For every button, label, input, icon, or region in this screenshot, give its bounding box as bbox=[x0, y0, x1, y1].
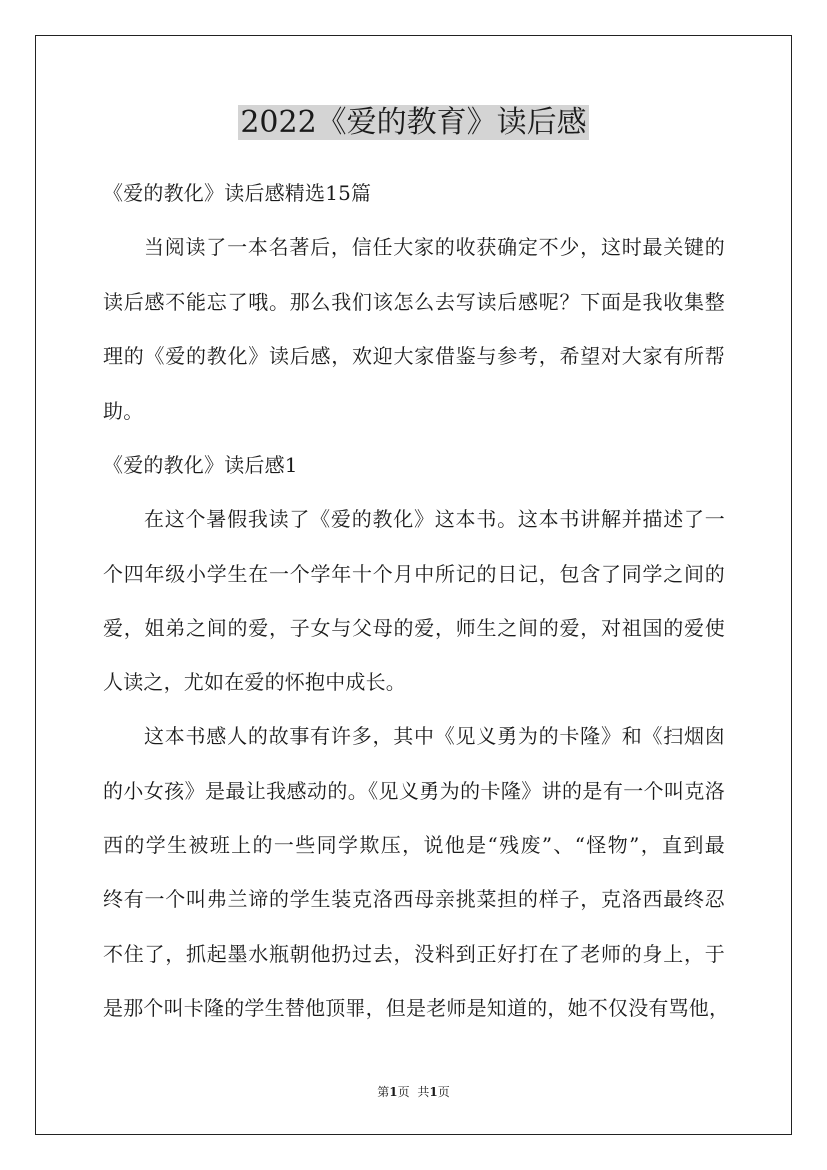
intro-line-3: 理的《爱的教化》读后感，欢迎大家借鉴与参考，希望对大家有所帮 bbox=[103, 344, 725, 368]
document-title-text: 2022《爱的教育》读后感 bbox=[240, 105, 587, 140]
document-subtitle: 《爱的教化》读后感精选15篇 bbox=[103, 181, 372, 205]
page-footer bbox=[0, 1084, 827, 1100]
para1-line-4: 人读之，尤如在爱的怀抱中成长。 bbox=[103, 670, 406, 694]
footer-total-suffix: 页 bbox=[437, 1085, 450, 1099]
document-title bbox=[0, 103, 827, 143]
intro-line-4: 助。 bbox=[103, 399, 144, 423]
para2-line-3: 西的学生被班上的一些同学欺压，说他是“残废”、“怪物”，直到最 bbox=[103, 833, 725, 857]
footer-page-number: 1 bbox=[389, 1085, 398, 1099]
intro-line-1: 当阅读了一本名著后，信任大家的收获确定不少，这时最关键的 bbox=[144, 235, 725, 259]
para2-line-5: 不住了，抓起墨水瓶朝他扔过去，没料到正好打在了老师的身上，于 bbox=[103, 942, 725, 966]
para2-line-2: 的小女孩》是最让我感动的。《见义勇为的卡隆》讲的是有一个叫克洛 bbox=[103, 779, 725, 803]
footer-page-suffix: 页 bbox=[397, 1085, 410, 1099]
para2-line-1: 这本书感人的故事有许多，其中《见义勇为的卡隆》和《扫烟囱 bbox=[144, 724, 725, 748]
footer-page-prefix: 第 bbox=[377, 1085, 390, 1099]
footer-total-number: 1 bbox=[429, 1085, 438, 1099]
para2-line-4: 终有一个叫弗兰谛的学生装克洛西母亲挑菜担的样子，克洛西最终忍 bbox=[103, 887, 725, 911]
intro-line-2: 读后感不能忘了哦。那么我们该怎么去写读后感呢？下面是我收集整 bbox=[103, 290, 725, 314]
para1-line-1: 在这个暑假我读了《爱的教化》这本书。这本书讲解并描述了一 bbox=[144, 507, 725, 531]
footer-total-prefix: 共 bbox=[417, 1085, 430, 1099]
para2-line-6: 是那个叫卡隆的学生替他顶罪，但是老师是知道的，她不仅没有骂他， bbox=[103, 996, 730, 1020]
para1-line-3: 爱，姐弟之间的爱，子女与父母的爱，师生之间的爱，对祖国的爱使 bbox=[103, 616, 725, 640]
para1-line-2: 个四年级小学生在一个学年十个月中所记的日记，包含了同学之间的 bbox=[103, 562, 725, 586]
section-heading: 《爱的教化》读后感1 bbox=[103, 453, 298, 477]
